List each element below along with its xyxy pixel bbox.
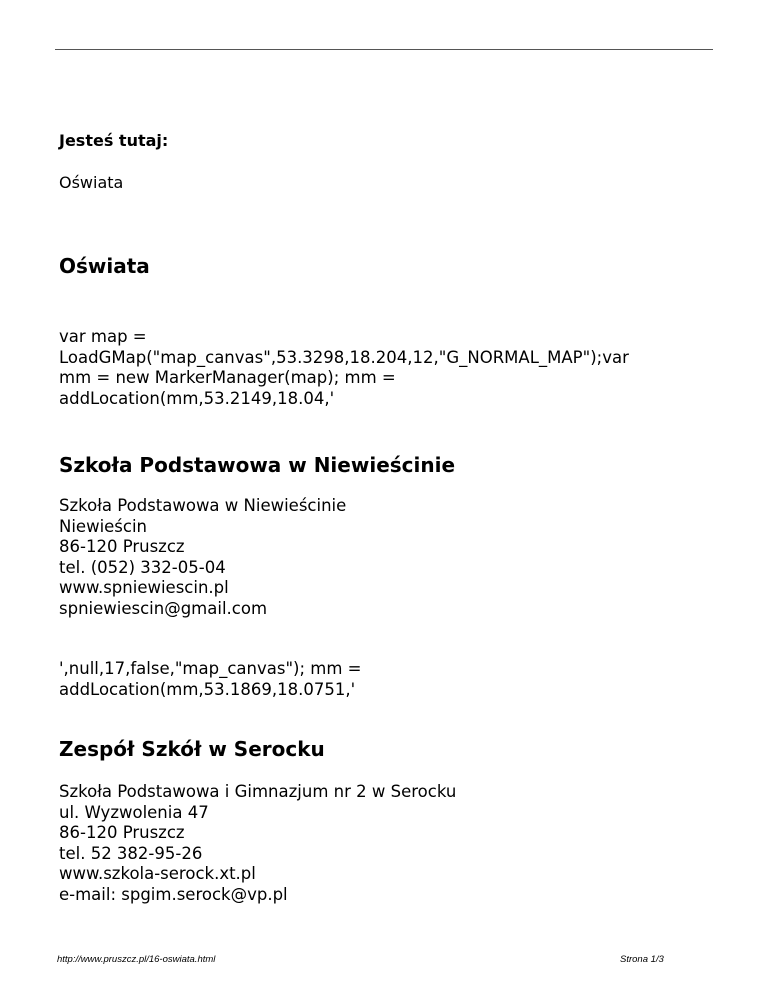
school-2-website-link[interactable]: www.szkola-serock.xt.pl [59, 864, 256, 884]
breadcrumb-current-link[interactable]: Oświata [59, 173, 124, 192]
school-1-locality: Niewieścin [59, 516, 148, 536]
breadcrumb-label: Jesteś tutaj: [59, 131, 169, 150]
script-line: var map = [59, 327, 147, 346]
school-2-postcode: 86-120 Pruszcz [59, 823, 185, 843]
school-1-title: Szkoła Podstawowa w Niewieścinie [59, 453, 456, 477]
school-1-postcode: 86-120 Pruszcz [59, 537, 185, 557]
script-line: ',null,17,false,"map_canvas"); mm = [59, 659, 362, 678]
map-script-text-2 [59, 659, 362, 700]
footer-page-number: Strona 1/3 [620, 954, 664, 965]
map-script-text-1 [59, 327, 629, 409]
school-2-email-link[interactable]: e-mail: spgim.serock@vp.pl [59, 884, 288, 904]
school-2-address [59, 782, 456, 906]
school-2-title: Zespół Szkół w Serocku [59, 737, 325, 761]
school-1-email-link[interactable]: spniewiescin@gmail.com [59, 598, 268, 618]
script-line: mm = new MarkerManager(map); mm = [59, 368, 396, 388]
school-1-website-link[interactable]: www.spniewiescin.pl [59, 578, 229, 598]
footer-url: http://www.pruszcz.pl/16-oswiata.html [57, 954, 216, 965]
school-1-address [59, 496, 346, 620]
script-line: LoadGMap("map_canvas",53.3298,18.204,12,"G_NORMAL_MAP");var [59, 347, 629, 367]
top-divider [55, 49, 713, 50]
script-line: addLocation(mm,53.1869,18.0751,' [59, 679, 356, 699]
school-2-phone: tel. 52 382-95-26 [59, 843, 203, 863]
school-2-street: ul. Wyzwolenia 47 [59, 802, 209, 822]
script-line: addLocation(mm,53.2149,18.04,' [59, 388, 335, 408]
school-2-name: Szkoła Podstawowa i Gimnazjum nr 2 w Serocku [59, 782, 457, 801]
page-title: Oświata [59, 254, 150, 278]
school-1-phone: tel. (052) 332-05-04 [59, 557, 226, 577]
school-1-name: Szkoła Podstawowa w Niewieścinie [59, 496, 347, 515]
